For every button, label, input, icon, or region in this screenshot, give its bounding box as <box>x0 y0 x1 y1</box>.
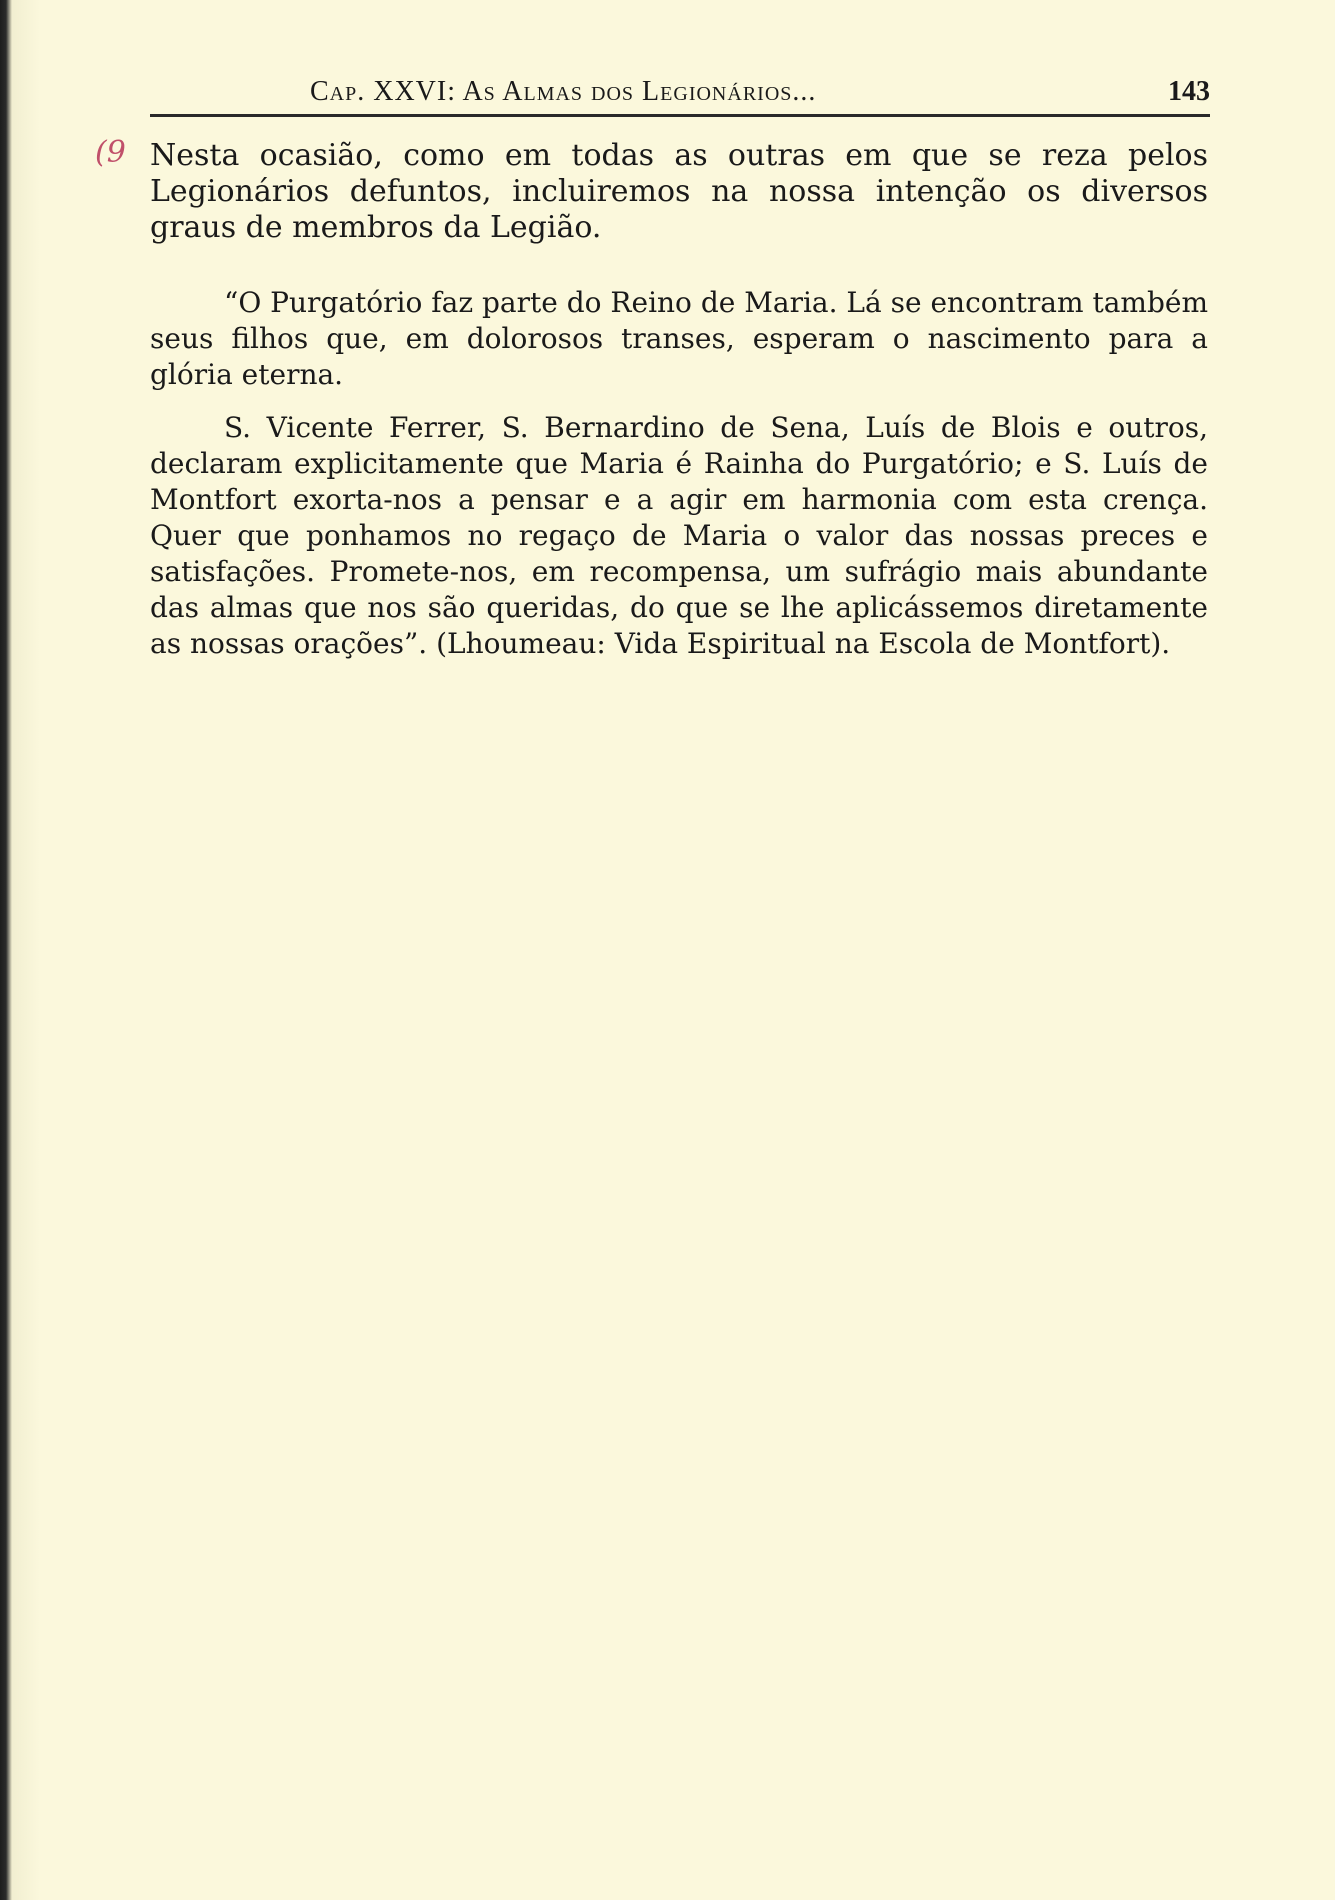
page-header <box>150 68 1210 117</box>
quote-paragraph-2: S. Vicente Ferrer, S. Bernardino de Sena, Luís de Blois e outros, declaram explicitamente que Maria é Rainha do Purgatório; e S. Luís de Montfort exorta-nos a pensar e a agir em harmonia com esta crença. Quer que ponhamos no regaço de Maria o valor das nossas preces e satisfações. Promete-nos, em recompensa, um sufrágio mais abundante das almas que nos são queridas, do que se lhe aplicássemos diretamente as nossas orações”. (Lhoumeau: Vida Espiritual na Escola de Montfort). <box>150 411 1208 660</box>
running-title: Cap. XXVI: As Almas dos Legionários... <box>310 76 817 107</box>
lead-paragraph: Nesta ocasião, como em todas as outras em que se reza pelos Legionários defuntos, incluiremos na nossa intenção os diversos graus de membros da Legião. <box>150 138 1208 245</box>
handwritten-margin-note: (9 <box>95 135 126 170</box>
page-number: 143 <box>1168 76 1210 107</box>
page-binding-edge <box>0 0 12 1900</box>
quote-paragraph-1: “O Purgatório faz parte do Reino de Maria. Lá se encontram também seus filhos que, em dolorosos transes, esperam o nascimento para a glória eterna. <box>150 286 1208 391</box>
quotation-block <box>150 285 1208 679</box>
